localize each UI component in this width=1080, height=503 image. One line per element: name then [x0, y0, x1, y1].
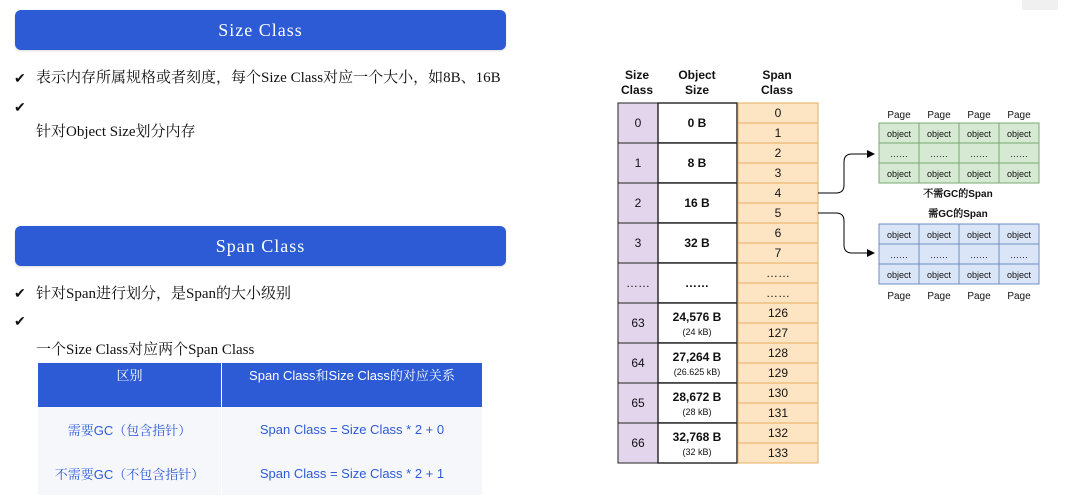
span-class-bullet-1: 针对Span进行划分，是Span的大小级别 [36, 286, 292, 302]
object-size-value: 8 B [687, 156, 707, 170]
span-class-value: 127 [767, 326, 789, 340]
page-label: Page [1007, 291, 1031, 302]
check-icon: ✔ [14, 70, 26, 86]
gc-span-grid-cell-label: …… [890, 250, 908, 260]
header-size-class: Class [620, 83, 654, 97]
size-class-value: 63 [631, 316, 645, 330]
gc-span-grid-cell-label: object [886, 230, 912, 240]
relation-header-mapping: Span Class和Size Class的对应关系 [222, 363, 483, 407]
span-class-value: 0 [774, 106, 782, 120]
gc-span-grid-cell-label: object [1006, 270, 1032, 280]
size-class-value: …… [626, 276, 650, 290]
object-size-value: 27,264 B [672, 350, 722, 364]
span-class-value: 132 [767, 426, 789, 440]
page-label: Page [887, 291, 911, 302]
gc-span-grid-cell-label: object [926, 270, 952, 280]
page-label: Page [967, 291, 991, 302]
header-span-class: Class [760, 83, 794, 97]
span-class-value: 2 [774, 146, 782, 160]
size-class-value: 0 [634, 116, 642, 130]
relation-header-diff: 区别 [38, 363, 222, 407]
gc-span-grid-cell-label: object [926, 230, 952, 240]
nogc-span-grid-cell-label: object [926, 129, 952, 139]
span-class-value: …… [766, 286, 790, 300]
size-class-value: 1 [634, 156, 642, 170]
gc-span-grid-cell-label: object [966, 270, 992, 280]
object-size-value: …… [685, 276, 709, 290]
gc-span-grid-cell-label: object [886, 270, 912, 280]
span-class-value: 130 [767, 386, 789, 400]
size-class-bullet-2: 针对Object Size划分内存 [36, 124, 196, 140]
span-class-value: 7 [774, 246, 782, 260]
size-class-value: 64 [631, 356, 645, 370]
object-size-value: 0 B [687, 116, 707, 130]
page-label: Page [927, 110, 951, 121]
object-size-kb: (28 kB) [682, 407, 712, 417]
size-class-value: 3 [634, 236, 642, 250]
gc-span-grid-cell-label: object [966, 230, 992, 240]
gc-span-grid-cell-label: …… [1010, 250, 1028, 260]
arrow-to-nogc-span [818, 154, 874, 193]
header-object-size: Object [678, 68, 716, 82]
relation-cell: Span Class = Size Class * 2 + 1 [222, 451, 483, 495]
nogc-span-grid-cell-label: object [886, 129, 912, 139]
size-class-value: 65 [631, 396, 645, 410]
span-class-value: 6 [774, 226, 782, 240]
span-class-value: 133 [767, 446, 789, 460]
gc-span-grid-cell-label: …… [930, 250, 948, 260]
nogc-span-grid-cell-label: object [926, 169, 952, 179]
span-class-value: 128 [767, 346, 789, 360]
nogc-span-grid-cell-label: …… [1010, 149, 1028, 159]
size-class-header: Size Class [15, 10, 506, 50]
check-icon: ✔ [14, 285, 26, 301]
gc-span-grid-cell-label: object [1006, 230, 1032, 240]
nogc-span-grid-cell-label: object [1006, 169, 1032, 179]
object-size-value: 32,768 B [672, 430, 722, 444]
span-class-header: Span Class [15, 226, 506, 266]
page-label: Page [967, 110, 991, 121]
object-size-value: 16 B [684, 196, 710, 210]
span-class-value: 131 [767, 406, 789, 420]
gc-span-label: 需GC的Span [928, 209, 988, 220]
page-label: Page [887, 110, 911, 121]
arrow-to-gc-span [818, 213, 874, 253]
nogc-span-grid-cell-label: object [886, 169, 912, 179]
relation-cell: Span Class = Size Class * 2 + 0 [222, 407, 483, 451]
object-size-kb: (32 kB) [682, 447, 712, 457]
object-size-value: 24,576 B [672, 310, 722, 324]
nogc-span-label: 不需GC的Span [923, 189, 993, 200]
nogc-span-grid-cell-label: object [966, 129, 992, 139]
nogc-span-grid-cell-label: …… [890, 149, 908, 159]
object-size-kb: (24 kB) [682, 327, 712, 337]
relation-cell: 不需要GC（不包含指针） [38, 451, 222, 495]
span-class-value: 4 [774, 186, 782, 200]
gc-span-grid-cell-label: …… [970, 250, 988, 260]
span-class-value: 129 [767, 366, 789, 380]
span-class-value: 1 [774, 126, 782, 140]
span-class-value: 3 [774, 166, 782, 180]
span-class-value: …… [766, 266, 790, 280]
header-span-class: Span [762, 68, 792, 82]
header-size-class: Size [624, 68, 650, 82]
span-class-value: 5 [774, 206, 782, 220]
size-class-value: 66 [631, 436, 645, 450]
nogc-span-grid-cell-label: …… [930, 149, 948, 159]
nogc-span-grid-cell-label: object [1006, 129, 1032, 139]
object-size-value: 28,672 B [672, 390, 722, 404]
nogc-span-grid-cell-label: object [966, 169, 992, 179]
span-class-value: 126 [767, 306, 789, 320]
page-label: Page [1007, 110, 1031, 121]
object-size-kb: (26.625 kB) [673, 367, 721, 377]
span-class-bullet-2: 一个Size Class对应两个Span Class [36, 342, 255, 358]
check-icon: ✔ [14, 99, 26, 115]
size-class-value: 2 [634, 196, 642, 210]
check-icon: ✔ [14, 313, 26, 329]
page-label: Page [927, 291, 951, 302]
object-size-value: 32 B [684, 236, 710, 250]
relation-cell: 需要GC（包含指针） [38, 407, 222, 451]
size-class-bullet-1: 表示内存所属规格或者刻度，每个Size Class对应一个大小，如8B、16B [36, 70, 501, 86]
nogc-span-grid-cell-label: …… [970, 149, 988, 159]
header-object-size: Size [684, 83, 710, 97]
